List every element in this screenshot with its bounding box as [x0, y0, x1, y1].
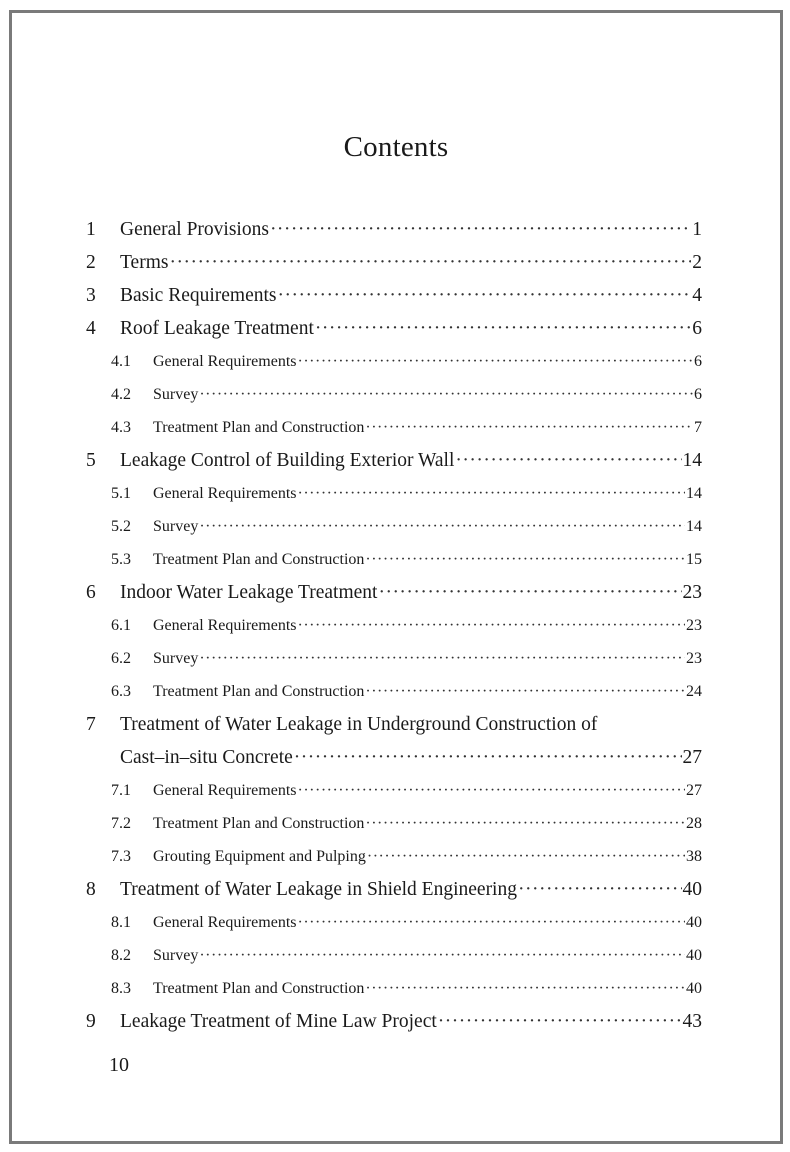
- toc-entry-5[interactable]: [86, 444, 702, 477]
- toc-entry-number: 5: [86, 450, 96, 471]
- dot-leader: [199, 939, 685, 972]
- toc-entry-6-1[interactable]: [86, 609, 702, 642]
- dot-leader: [315, 312, 691, 345]
- toc-entry-label: General Requirements: [153, 782, 297, 799]
- dot-leader: [298, 609, 686, 642]
- toc-entry-number: 7.2: [111, 815, 131, 832]
- toc-entry-page: 14: [686, 518, 702, 535]
- toc-entry-page: 1: [692, 219, 702, 240]
- toc-entry-7[interactable]: [86, 708, 702, 741]
- toc-entry-label: General Requirements: [153, 353, 297, 370]
- toc-entry-7-3[interactable]: [86, 840, 702, 873]
- toc-entry-page: 15: [686, 551, 702, 568]
- dot-leader: [365, 411, 693, 444]
- toc-entry-6-3[interactable]: [86, 675, 702, 708]
- toc-entry-page: 40: [686, 980, 702, 997]
- toc-entry-page: 23: [682, 582, 702, 603]
- toc-entry-4-3[interactable]: [86, 411, 702, 444]
- toc-entry-number: 7.1: [111, 782, 131, 799]
- toc-entry-label: Treatment of Water Leakage in Underground Construction of: [120, 714, 598, 735]
- toc-entry-label: Leakage Control of Building Exterior Wall: [120, 450, 455, 471]
- toc-entry-label: Treatment Plan and Construction: [153, 419, 365, 436]
- toc-entry-7-2[interactable]: [86, 807, 702, 840]
- toc-entry-page: 27: [682, 747, 702, 768]
- toc-entry-6-2[interactable]: [86, 642, 702, 675]
- toc-entry-number: 4.1: [111, 353, 131, 370]
- toc-entry-page: 27: [686, 782, 702, 799]
- dot-leader: [294, 741, 682, 774]
- toc-entry-number: 8: [86, 879, 96, 900]
- toc-entry-8[interactable]: [86, 873, 702, 906]
- dot-leader: [270, 213, 691, 246]
- dot-leader: [199, 510, 685, 543]
- toc-entry-page: 7: [694, 419, 702, 436]
- toc-entry-5-3[interactable]: [86, 543, 702, 576]
- toc-entry-label: Leakage Treatment of Mine Law Project: [120, 1011, 437, 1032]
- toc-entry-number: 1: [86, 219, 96, 240]
- toc-entry-5-2[interactable]: [86, 510, 702, 543]
- dot-leader: [365, 972, 685, 1005]
- toc-entry-number: 8.3: [111, 980, 131, 997]
- toc-entry-label: Survey: [153, 650, 199, 667]
- toc-entry-number: 6.2: [111, 650, 131, 667]
- toc-entry-label: Survey: [153, 386, 199, 403]
- toc-entry-label: Treatment Plan and Construction: [153, 683, 365, 700]
- toc-entry-number: 4.2: [111, 386, 131, 403]
- dot-leader: [365, 675, 685, 708]
- page-title: Contents: [343, 131, 449, 163]
- toc-entry-page: 43: [682, 1011, 702, 1032]
- toc-entry-page: 6: [694, 353, 702, 370]
- dot-leader: [199, 642, 685, 675]
- toc-entry-number: 8.2: [111, 947, 131, 964]
- toc-entry-page: 28: [686, 815, 702, 832]
- toc-entry-7-1[interactable]: [86, 774, 702, 807]
- toc-entry-number: 5.1: [111, 485, 131, 502]
- page-folio: 10: [109, 1054, 129, 1076]
- toc-entry-number: 6.1: [111, 617, 131, 634]
- toc-entry-7-continued[interactable]: [86, 741, 702, 774]
- dot-leader: [365, 807, 685, 840]
- toc-entry-number: 6: [86, 582, 96, 603]
- toc-entry-page: 6: [692, 318, 702, 339]
- toc-entry-page: 2: [692, 252, 702, 273]
- toc-entry-label-continued: Cast–in–situ Concrete: [120, 747, 293, 768]
- toc-entry-number: 4.3: [111, 419, 131, 436]
- toc-entry-8-2[interactable]: [86, 939, 702, 972]
- toc-entry-page: 4: [692, 285, 702, 306]
- dot-leader: [199, 378, 693, 411]
- toc-entry-4[interactable]: [86, 312, 702, 345]
- toc-entry-page: 23: [686, 617, 702, 634]
- toc-entry-2[interactable]: [86, 246, 702, 279]
- table-of-contents: [86, 213, 702, 1038]
- toc-entry-number: 7.3: [111, 848, 131, 865]
- toc-entry-label: General Requirements: [153, 914, 297, 931]
- toc-entry-label: Treatment Plan and Construction: [153, 815, 365, 832]
- toc-entry-page: 14: [686, 485, 702, 502]
- toc-entry-label: Treatment Plan and Construction: [153, 551, 365, 568]
- toc-entry-number: 2: [86, 252, 96, 273]
- toc-entry-label: Basic Requirements: [120, 285, 277, 306]
- document-page: [9, 10, 783, 1144]
- toc-entry-page: 40: [686, 914, 702, 931]
- toc-entry-number: 8.1: [111, 914, 131, 931]
- dot-leader: [298, 477, 686, 510]
- toc-entry-4-2[interactable]: [86, 378, 702, 411]
- toc-entry-page: 40: [682, 879, 702, 900]
- toc-entry-number: 4: [86, 318, 96, 339]
- dot-leader: [298, 774, 686, 807]
- toc-entry-page: 14: [682, 450, 702, 471]
- dot-leader: [438, 1005, 682, 1038]
- toc-entry-label: General Provisions: [120, 219, 269, 240]
- dot-leader: [278, 279, 692, 312]
- toc-entry-label: Survey: [153, 518, 199, 535]
- toc-entry-label: General Requirements: [153, 485, 297, 502]
- toc-entry-9[interactable]: [86, 1005, 702, 1038]
- toc-entry-page: 40: [686, 947, 702, 964]
- toc-entry-number: 5.3: [111, 551, 131, 568]
- dot-leader: [169, 246, 691, 279]
- dot-leader: [367, 840, 685, 873]
- dot-leader: [365, 543, 685, 576]
- toc-entry-label: Grouting Equipment and Pulping: [153, 848, 366, 865]
- toc-entry-number: 9: [86, 1011, 96, 1032]
- toc-entry-label: Survey: [153, 947, 199, 964]
- dot-leader: [378, 576, 681, 609]
- dot-leader: [298, 906, 686, 939]
- toc-entry-number: 5.2: [111, 518, 131, 535]
- toc-entry-page: 23: [686, 650, 702, 667]
- toc-entry-label: General Requirements: [153, 617, 297, 634]
- toc-entry-3[interactable]: [86, 279, 702, 312]
- toc-entry-label: Roof Leakage Treatment: [120, 318, 314, 339]
- toc-entry-1[interactable]: [86, 213, 702, 246]
- toc-entry-number: 7: [86, 714, 96, 735]
- toc-entry-number: 6.3: [111, 683, 131, 700]
- toc-entry-4-1[interactable]: [86, 345, 702, 378]
- toc-entry-label: Treatment Plan and Construction: [153, 980, 365, 997]
- dot-leader: [298, 345, 694, 378]
- toc-entry-5-1[interactable]: [86, 477, 702, 510]
- toc-entry-label: Indoor Water Leakage Treatment: [120, 582, 378, 603]
- toc-entry-page: 24: [686, 683, 702, 700]
- toc-entry-8-3[interactable]: [86, 972, 702, 1005]
- dot-leader: [455, 444, 681, 477]
- toc-entry-label: Terms: [120, 252, 169, 273]
- toc-entry-label: Treatment of Water Leakage in Shield Engineering: [120, 879, 517, 900]
- toc-entry-page: 38: [686, 848, 702, 865]
- toc-entry-page: 6: [694, 386, 702, 403]
- toc-entry-number: 3: [86, 285, 96, 306]
- toc-entry-8-1[interactable]: [86, 906, 702, 939]
- toc-entry-6[interactable]: [86, 576, 702, 609]
- dot-leader: [518, 873, 682, 906]
